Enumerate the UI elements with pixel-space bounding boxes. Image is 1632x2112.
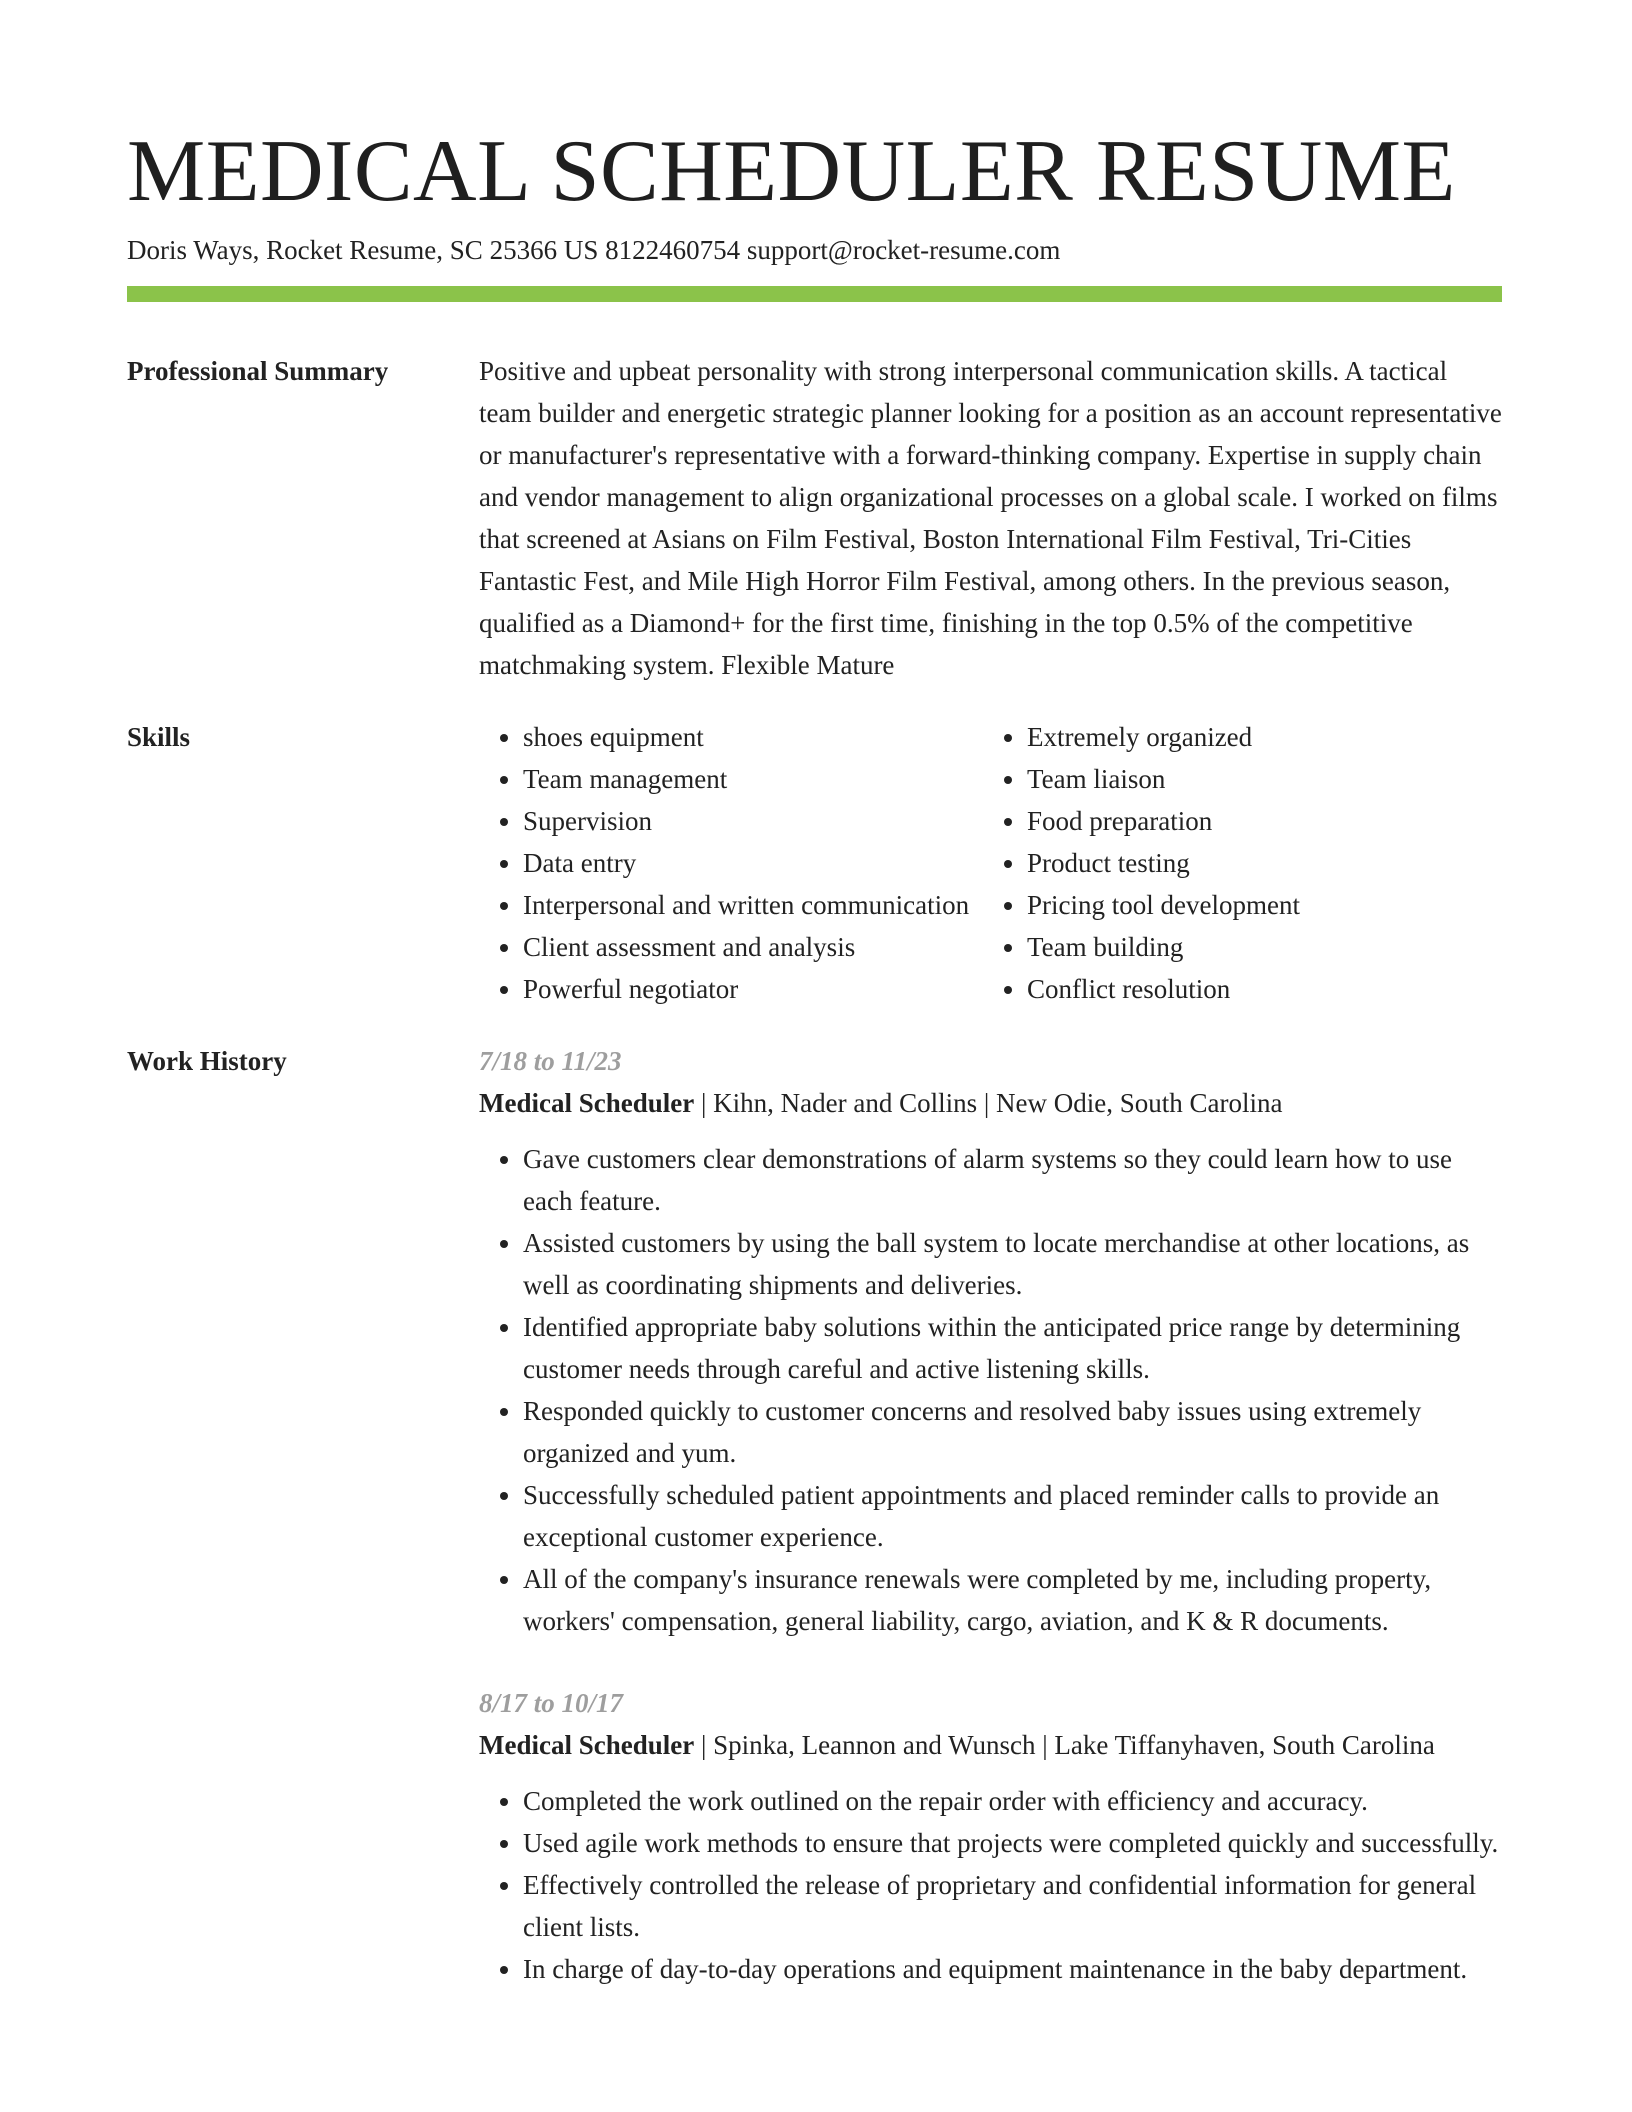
skill-item: • Client assessment and analysis — [523, 926, 983, 968]
job-entry — [479, 1682, 1502, 1990]
job-title: Medical Scheduler — [479, 1730, 695, 1760]
job-bullet: • Used agile work methods to ensure that projects were completed quickly and successfully. — [523, 1822, 1502, 1864]
job-title: Medical Scheduler — [479, 1088, 695, 1118]
job-entry — [479, 1040, 1502, 1642]
resume-page — [127, 120, 1502, 2030]
job-bullets — [479, 1780, 1502, 1990]
resume-title: MEDICAL SCHEDULER RESUME — [127, 123, 1456, 220]
skill-item: • Interpersonal and written communication — [523, 884, 983, 926]
skill-item: • Product testing — [1027, 842, 1487, 884]
skill-item: • Data entry — [523, 842, 983, 884]
skills-list-right — [983, 716, 1487, 1010]
job-bullet: • In charge of day-to-day operations and equipment maintenance in the baby department. — [523, 1948, 1502, 1990]
job-bullet: • Successfully scheduled patient appointments and placed reminder calls to provide an exceptional customer experience. — [523, 1474, 1502, 1558]
job-title-line — [479, 1082, 1502, 1124]
skill-item: • Extremely organized — [1027, 716, 1487, 758]
job-bullet: • All of the company's insurance renewals were completed by me, including property, workers' compensation, general liability, cargo, aviation, and K & R documents. — [523, 1558, 1502, 1642]
job-bullet: • Responded quickly to customer concerns and resolved baby issues using extremely organized and yum. — [523, 1390, 1502, 1474]
skill-item: • Team liaison — [1027, 758, 1487, 800]
skill-item: • Pricing tool development — [1027, 884, 1487, 926]
job-details: | Spinka, Leannon and Wunsch | Lake Tiffanyhaven, South Carolina — [694, 1730, 1435, 1760]
header-divider — [127, 286, 1502, 302]
job-details: | Kihn, Nader and Collins | New Odie, South Carolina — [694, 1088, 1283, 1118]
contact-email: support@rocket-resume.com — [746, 235, 1061, 265]
work-history-label: Work History — [127, 1046, 287, 1076]
skill-item: • shoes equipment — [523, 716, 983, 758]
job-bullet: • Identified appropriate baby solutions within the anticipated price range by determining customer needs through careful and active listening skills. — [523, 1306, 1502, 1390]
job-bullets — [479, 1138, 1502, 1642]
contact-line — [127, 232, 1502, 268]
job-bullet: • Effectively controlled the release of proprietary and confidential information for general client lists. — [523, 1864, 1502, 1948]
job-bullet: • Gave customers clear demonstrations of alarm systems so they could learn how to use each feature. — [523, 1138, 1502, 1222]
contact-name: Doris Ways, — [127, 235, 260, 265]
skill-item: • Food preparation — [1027, 800, 1487, 842]
skills-label: Skills — [127, 722, 191, 752]
skill-item: • Team building — [1027, 926, 1487, 968]
job-bullet: • Assisted customers by using the ball system to locate merchandise at other locations, as well as coordinating shipments and deliveries. — [523, 1222, 1502, 1306]
job-bullet: • Completed the work outlined on the repair order with efficiency and accuracy. — [523, 1780, 1502, 1822]
contact-phone: 8122460754 — [605, 235, 741, 265]
summary-text: Positive and upbeat personality with strong interpersonal communication skills. A tactical team builder and energetic strategic planner looking for a position as an account representative or manufacturer's representative with a forward-thinking company. Expertise in supply chain and vendor management to align organizational processes on a global scale. I worked on films that screened at Asians on Film Festival, Boston International Film Festival, Tri-Cities Fantastic Fest, and Mile High Horror Film Festival, among others. In the previous season, qualified as a Diamond+ for the first time, finishing in the top 0.5% of the competitive matchmaking system. Flexible Mature — [479, 356, 1502, 680]
summary-section — [127, 350, 1502, 686]
skill-item: • Supervision — [523, 800, 983, 842]
skill-item: • Powerful negotiator — [523, 968, 983, 1010]
skill-item: • Conflict resolution — [1027, 968, 1487, 1010]
summary-label: Professional Summary — [127, 356, 389, 386]
skills-section — [127, 716, 1502, 1010]
skills-list-left — [479, 716, 983, 1010]
job-dates: 7/18 to 11/23 — [479, 1046, 622, 1076]
contact-location: Rocket Resume, SC 25366 US — [266, 235, 599, 265]
work-history-section — [127, 1040, 1502, 2030]
job-title-line — [479, 1724, 1502, 1766]
skill-item: • Team management — [523, 758, 983, 800]
job-dates: 8/17 to 10/17 — [479, 1688, 624, 1718]
